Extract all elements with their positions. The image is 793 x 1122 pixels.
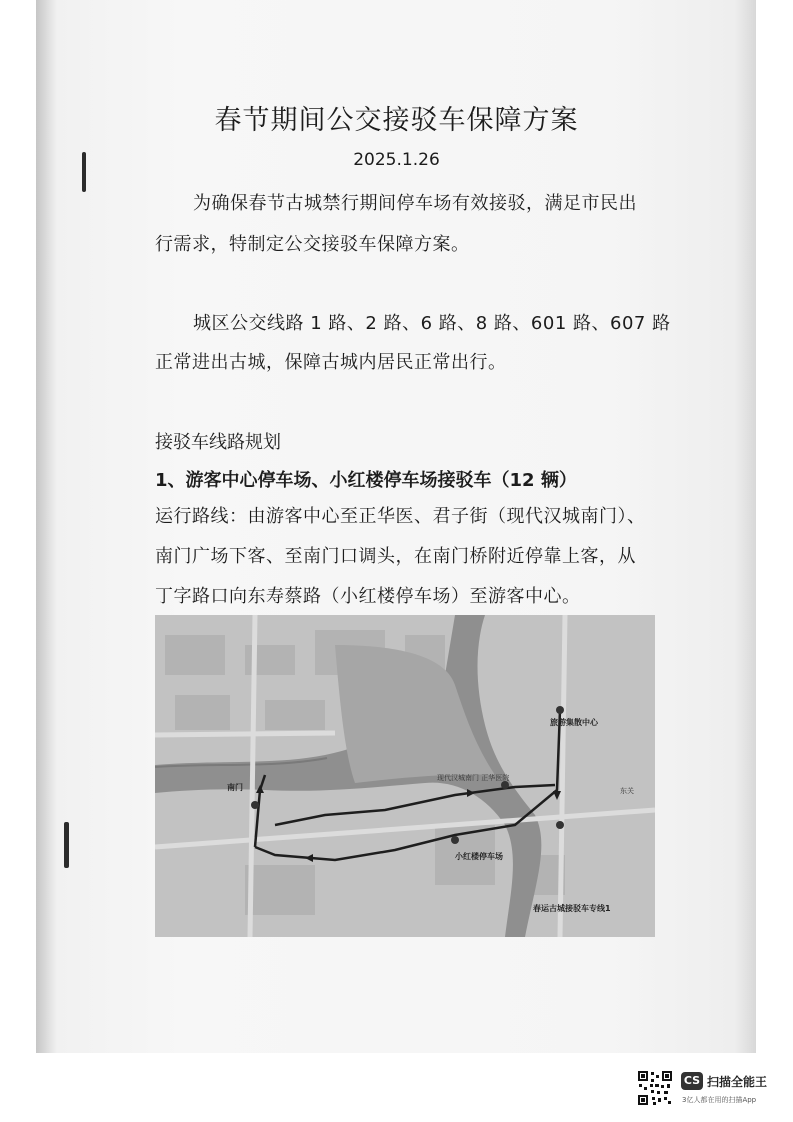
map-label-shuttle-line: 春运古城接驳车专线1 <box>533 904 611 913</box>
app-tagline: 3亿人都在用的扫描App <box>682 1096 757 1104</box>
route1-line-2: 南门广场下客、至南门口调头，在南门桥附近停靠上客，从 <box>155 546 636 567</box>
city-routes-line-2: 正常进出古城，保障古城内居民正常出行。 <box>155 352 507 373</box>
route1-heading: 1、游客中心停车场、小红楼停车场接驳车（12 辆） <box>155 470 577 491</box>
map-label-xiaohonglou: 小红楼停车场 <box>455 852 503 861</box>
map-label-dongguan: 东关 <box>620 787 634 795</box>
binder-clip-mark <box>64 822 69 868</box>
section-heading: 接驳车线路规划 <box>155 432 281 453</box>
document-title: 春节期间公交接驳车保障方案 <box>214 105 579 136</box>
map-label-hanchengnanmen: 现代汉城南门 正华医院 <box>437 774 510 782</box>
intro-line-2: 行需求，特制定公交接驳车保障方案。 <box>155 234 470 255</box>
map-label-visitor-center: 旅游集散中心 <box>550 718 598 727</box>
app-name: 扫描全能王 <box>707 1075 768 1089</box>
route-map <box>155 615 655 937</box>
route1-line-1: 运行路线：由游客中心至正华医、君子街（现代汉城南门）、 <box>155 506 646 527</box>
map-label-south-gate: 南门 <box>227 783 243 792</box>
route1-line-3: 丁字路口向东寿蔡路（小红楼停车场）至游客中心。 <box>155 586 581 607</box>
route-map-graphic <box>155 615 655 937</box>
intro-line-1: 为确保春节古城禁行期间停车场有效接驳，满足市民出 <box>193 193 637 214</box>
camscanner-logo: CS <box>681 1072 703 1090</box>
city-routes-line-1: 城区公交线路 1 路、2 路、6 路、8 路、601 路、607 路 <box>193 313 671 334</box>
qr-code-icon <box>637 1070 673 1106</box>
document-date: 2025.1.26 <box>353 150 440 170</box>
